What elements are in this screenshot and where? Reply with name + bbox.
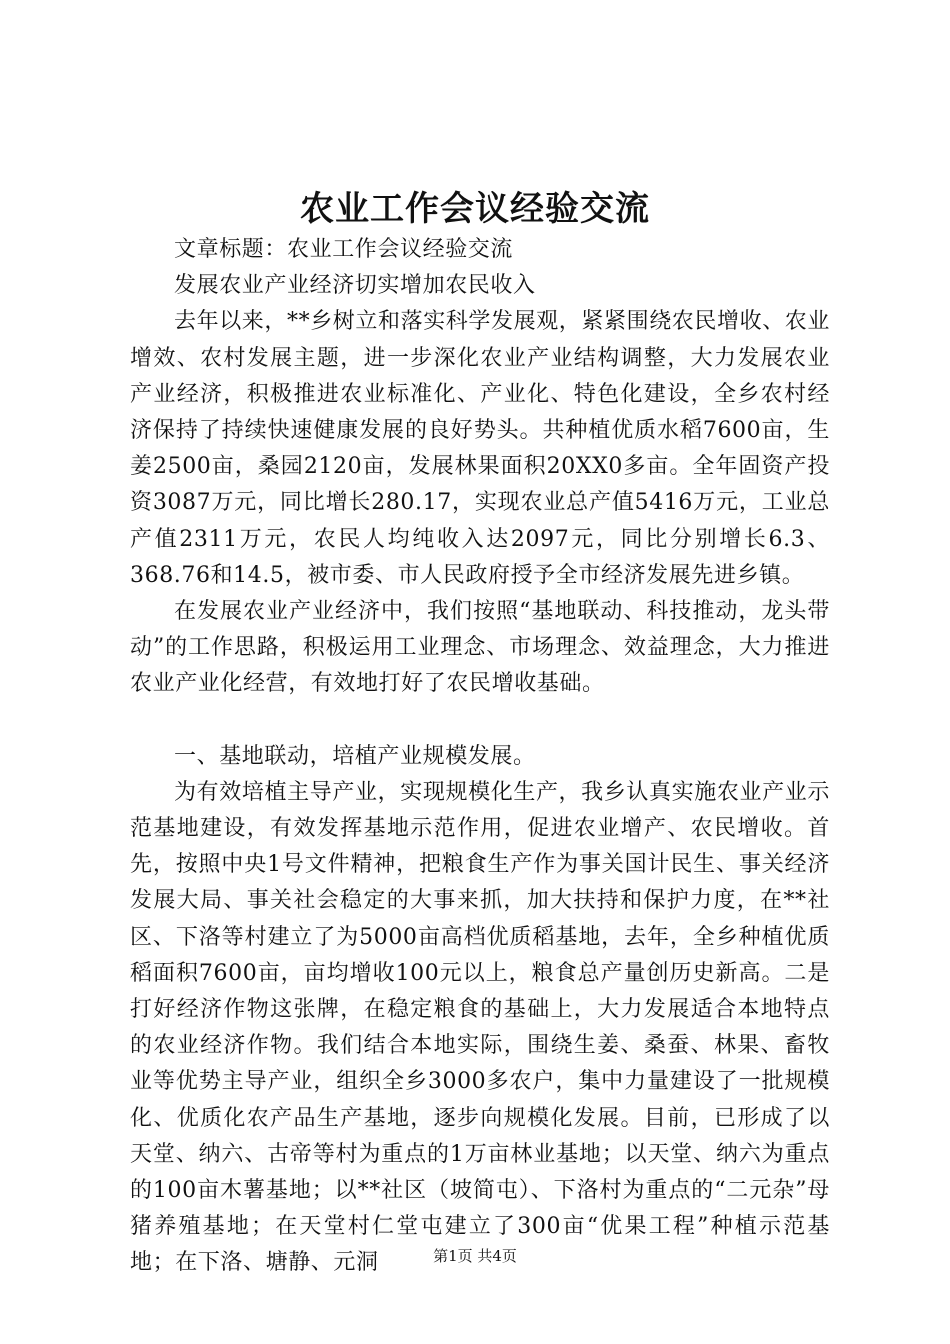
subtitle-line: 发展农业产业经济切实增加农民收入 bbox=[174, 273, 536, 299]
body-paragraph: 为有效培植主导产业，实现规模化生产，我乡认真实施农业产业示范基地建设，有效发挥基地示范作用，促进农业增产、农民增收。首先，按照中央1号文件精神，把粮食生产作为事关国计民生、事关经济发展大局、事关社会稳定的大事来抓，加大扶持和保护力度，在**社区、下洛等村建立了为5000亩高档优质稻基地，去年，全乡种植优质稻面积7600亩，亩均增收100元以上，粮食总产量创历史新高。二是打好经济作物这张牌，在稳定粮食的基础上，大力发展适合本地特点的农业经济作物。我们结合本地实际，围绕生姜、桑蚕、林果、畜牧业等优势主导产业，组织全乡3000多农户，集中力量建设了一批规模化、优质化农产品生产基地，逐步向规模化发展。目前，已形成了以天堂、纳六、古帝等村为重点的1万亩林业基地；以天堂、纳六为重点的100亩木薯基地；以**社区（坡简屯）、下洛村为重点的“二元杂”母猪养殖基地；在天堂村仁堂屯建立了300亩“优果工程”种植示范基地；在下洛、塘静、元洞 bbox=[130, 779, 830, 1276]
section-heading: 一、基地联动，培植产业规模发展。 bbox=[174, 743, 536, 769]
article-title-line: 文章标题：农业工作会议经验交流 bbox=[174, 237, 514, 262]
body-paragraph: 在发展农业产业经济中，我们按照“基地联动、科技推动，龙头带动”的工作思路，积极运用工业理念、市场理念、效益理念，大力推进农业产业化经营，有效地打好了农民增收基础。 bbox=[130, 599, 830, 697]
blank-line bbox=[130, 703, 830, 739]
document-body bbox=[130, 232, 830, 1282]
document-title: 农业工作会议经验交流 bbox=[300, 189, 650, 229]
page-number: 第1页 共4页 bbox=[433, 1247, 517, 1265]
body-paragraph: 去年以来，**乡树立和落实科学发展观，紧紧围绕农民增收、农业增效、农村发展主题，进一步深化农业产业结构调整，大力发展农业产业经济，积极推进农业标准化、产业化、特色化建设，全乡农村经济保持了持续快速健康发展的良好势头。共种植优质水稻7600亩，生姜2500亩，桑园2120亩，发展林果面积20XX0多亩。全年固资产投资3087万元，同比增长280.17，实现农业总产值5416万元，工业总产值2311万元，农民人均纯收入达2097元，同比分别增长6.3、368.76和14.5，被市委、市人民政府授予全市经济发展先进乡镇。 bbox=[130, 309, 831, 588]
